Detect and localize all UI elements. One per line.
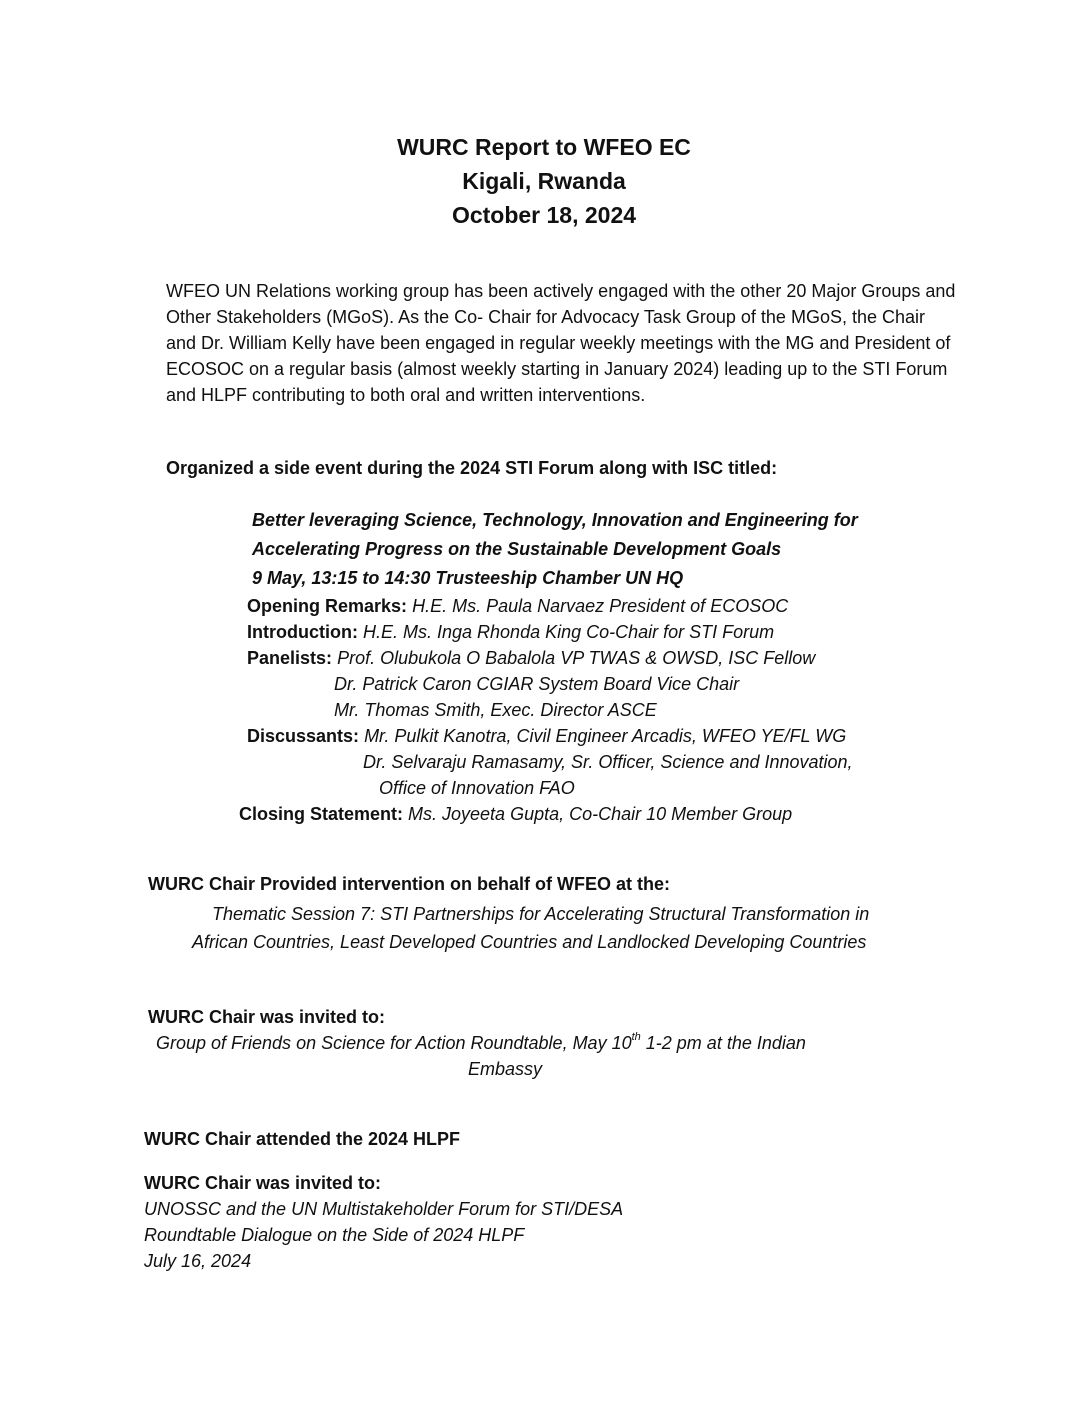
hlpf-heading: WURC Chair attended the 2024 HLPF	[144, 1129, 461, 1149]
report-title	[0, 130, 1088, 232]
side-event-title-line1: Better leveraging Science, Technology, Innovation and Engineering for	[252, 510, 858, 530]
discussants-label: Discussants:	[247, 726, 360, 746]
discussant-item: Mr. Pulkit Kanotra, Civil Engineer Arcadis, WFEO YE/FL WG	[364, 726, 847, 746]
invite2-line1: UNOSSC and the UN Multistakeholder Forum for STI/DESA	[144, 1199, 624, 1219]
side-event-when-where: 9 May, 13:15 to 14:30 Trusteeship Chamber UN HQ	[252, 568, 684, 588]
intervention-line1: Thematic Session 7: STI Partnerships for Accelerating Structural Transformation in	[212, 904, 870, 924]
invite1-line1-rest: 1-2 pm at the Indian	[640, 1033, 806, 1053]
intro-paragraph: WFEO UN Relations working group has been actively engaged with the other 20 Major Groups and Other Stakeholders (MGoS). As the Co- Chair for Advocacy Task Group of the MGoS, the Chair and Dr. William Kelly have been engaged in regular weekly meetings with the MG and President of ECOSOC on a regular basis (almost weekly starting in January 2024) leading up to the STI Forum and HLPF contributing to both oral and written interventions.	[166, 281, 956, 405]
invite1-line2: Embassy	[468, 1059, 543, 1079]
title-line-report: WURC Report to WFEO EC	[397, 134, 691, 160]
invite2-heading: WURC Chair was invited to:	[144, 1173, 382, 1193]
invite2-line3: July 16, 2024	[144, 1251, 252, 1271]
invite1-heading: WURC Chair was invited to:	[148, 1007, 386, 1027]
closing-statement-label: Closing Statement:	[239, 804, 404, 824]
intervention-line2: African Countries, Least Developed Countries and Landlocked Developing Countries	[192, 932, 867, 952]
invite1-ordinal: th	[631, 1031, 641, 1043]
invite1-line1	[156, 1030, 806, 1056]
discussant-item: Dr. Selvaraju Ramasamy, Sr. Officer, Science and Innovation,	[363, 752, 853, 772]
panelists-label: Panelists:	[247, 648, 333, 668]
opening-remarks-value: H.E. Ms. Paula Narvaez President of ECOSOC	[412, 596, 789, 616]
closing-statement-row	[239, 801, 792, 827]
title-line-date: October 18, 2024	[451, 202, 637, 228]
side-event-title-line2: Accelerating Progress on the Sustainable Development Goals	[252, 539, 782, 559]
introduction-row	[247, 619, 774, 645]
panelist-item: Dr. Patrick Caron CGIAR System Board Vice Chair	[334, 674, 740, 694]
invite2-line2: Roundtable Dialogue on the Side of 2024 HLPF	[144, 1225, 525, 1245]
panelists-row	[247, 645, 815, 671]
discussants-row	[247, 723, 846, 749]
invite1-line1-text: Group of Friends on Science for Action Roundtable, May 10	[156, 1033, 632, 1053]
panelist-item: Mr. Thomas Smith, Exec. Director ASCE	[334, 700, 657, 720]
title-line-location: Kigali, Rwanda	[462, 168, 626, 194]
intervention-heading: WURC Chair Provided intervention on behalf of WFEO at the:	[148, 874, 671, 894]
side-event-heading: Organized a side event during the 2024 STI Forum along with ISC titled:	[166, 458, 778, 478]
opening-remarks-row	[247, 593, 788, 619]
discussant-item: Office of Innovation FAO	[379, 778, 575, 798]
introduction-label: Introduction:	[247, 622, 358, 642]
introduction-value: H.E. Ms. Inga Rhonda King Co-Chair for STI Forum	[363, 622, 775, 642]
panelist-item: Prof. Olubukola O Babalola VP TWAS & OWSD, ISC Fellow	[337, 648, 816, 668]
opening-remarks-label: Opening Remarks:	[247, 596, 408, 616]
closing-statement-value: Ms. Joyeeta Gupta, Co-Chair 10 Member Group	[408, 804, 793, 824]
